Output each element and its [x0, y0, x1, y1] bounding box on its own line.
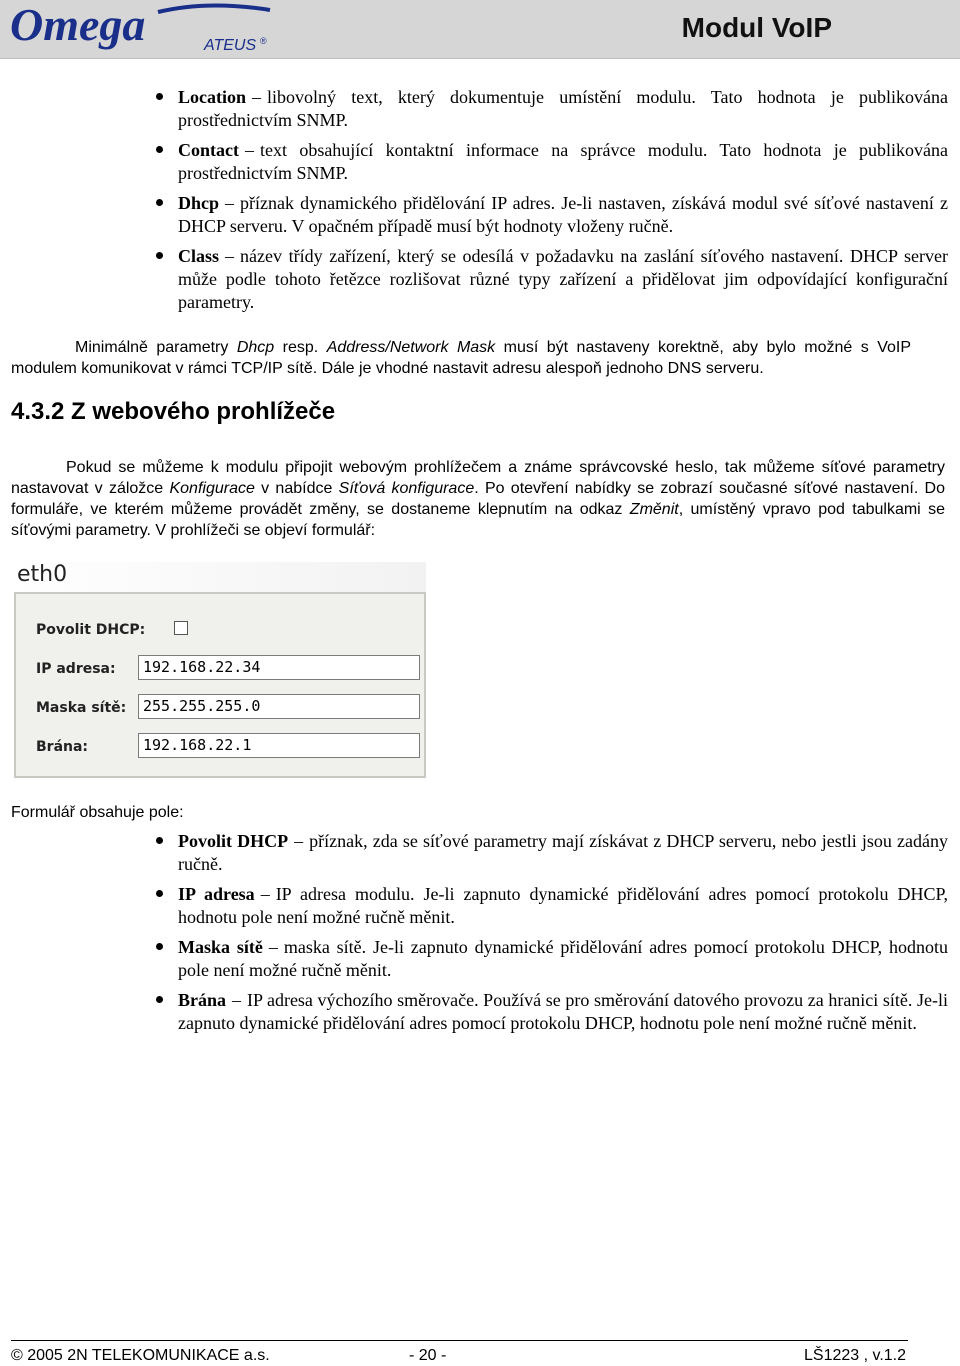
logo-text: Omega [10, 2, 146, 50]
omega-ateus-logo [8, 2, 278, 56]
logo-subtext: ATEUS [204, 37, 257, 54]
section-heading: 4.3.2 Z webového prohlížeče [11, 398, 336, 425]
gateway-label: Brána: [36, 739, 89, 755]
gateway-input[interactable]: 192.168.22.1 [138, 733, 420, 758]
list-item: Class – název třídy zařízení, který se odesílá v požadavku na zaslání síťového nastavení. DHCP server může podle tohoto řetězce rozlišovat různé typy zařízení a přidělovat jim odpovídající konfigurační parametry. [178, 245, 948, 314]
footer-divider [11, 1340, 908, 1341]
fields-intro: Formulář obsahuje pole: [11, 804, 184, 821]
interface-title: eth0 [17, 562, 68, 587]
logo-registered-mark: ® [260, 36, 267, 46]
dhcp-label: Povolit DHCP: [36, 622, 146, 638]
footer-page-number: - 20 - [409, 1347, 447, 1364]
list-item: Contact – text obsahující kontaktní informace na správce modulu. Tato hodnota je publikována prostřednictvím SNMP. [178, 139, 948, 185]
form-figure-header [14, 562, 426, 592]
parameter-list [178, 86, 948, 321]
dhcp-checkbox[interactable] [174, 621, 188, 635]
page-header [0, 0, 960, 59]
footer-version: LŠ1223 , v.1.2 [804, 1347, 906, 1364]
list-item: Brána – IP adresa výchozího směrovače. Používá se pro směrování datového provozu za hranici sítě. Je-li zapnuto dynamické přidělování adres pomocí protokolu DHCP, hodnotu pole není možné ručně měnit. [178, 989, 948, 1035]
footer-copyright: © 2005 2N TELEKOMUNIKACE a.s. [11, 1347, 270, 1364]
form-fields-list [178, 830, 948, 1042]
list-item: Dhcp – příznak dynamického přidělování IP adres. Je-li nastaven, získává modul své síťové nastavení z DHCP serveru. V opačném případě musí být hodnoty vloženy ručně. [178, 192, 948, 238]
ip-address-label: IP adresa: [36, 661, 116, 677]
list-item: Povolit DHCP – příznak, zda se síťové parametry mají získávat z DHCP serveru, nebo jestli jsou zadány ručně. [178, 830, 948, 876]
netmask-label: Maska sítě: [36, 700, 127, 716]
list-item: IP adresa – IP adresa modulu. Je-li zapnuto dynamické přidělování adres pomocí protokolu DHCP, hodnotu pole není možné ručně měnit. [178, 883, 948, 929]
minimum-parameters-paragraph: Minimálně parametry Dhcp resp. Address/Network Mask musí být nastaveny korektně, aby bylo možné s VoIP modulem komunikovat v rámci TCP/IP sítě. Dále je vhodné nastavit adresu alespoň jednoho DNS serveru. [11, 339, 911, 377]
netmask-input[interactable]: 255.255.255.0 [138, 694, 420, 719]
ip-address-input[interactable]: 192.168.22.34 [138, 655, 420, 680]
list-item: Location – libovolný text, který dokumentuje umístění modulu. Tato hodnota je publikována prostřednictvím SNMP. [178, 86, 948, 132]
network-config-form [14, 592, 426, 778]
module-title: Modul VoIP [681, 12, 832, 43]
section-paragraph: Pokud se můžeme k modulu připojit webovým prohlížečem a známe správcovské heslo, tak můžeme síťové parametry nastavovat v záložce Konfigurace v nabídce Síťová konfigurace. Po otevření nabídky se zobrazí současné síťové nastavení. Do formuláře, ve kterém můžeme provádět změny, se dostaneme klepnutím na odkaz Změnit, umístěný vpravo pod tabulkami se síťovými parametry. V prohlížeči se objeví formulář: [11, 459, 945, 539]
list-item: Maska sítě – maska sítě. Je-li zapnuto dynamické přidělování adres pomocí protokolu DHCP, hodnotu pole není možné ručně měnit. [178, 936, 948, 982]
